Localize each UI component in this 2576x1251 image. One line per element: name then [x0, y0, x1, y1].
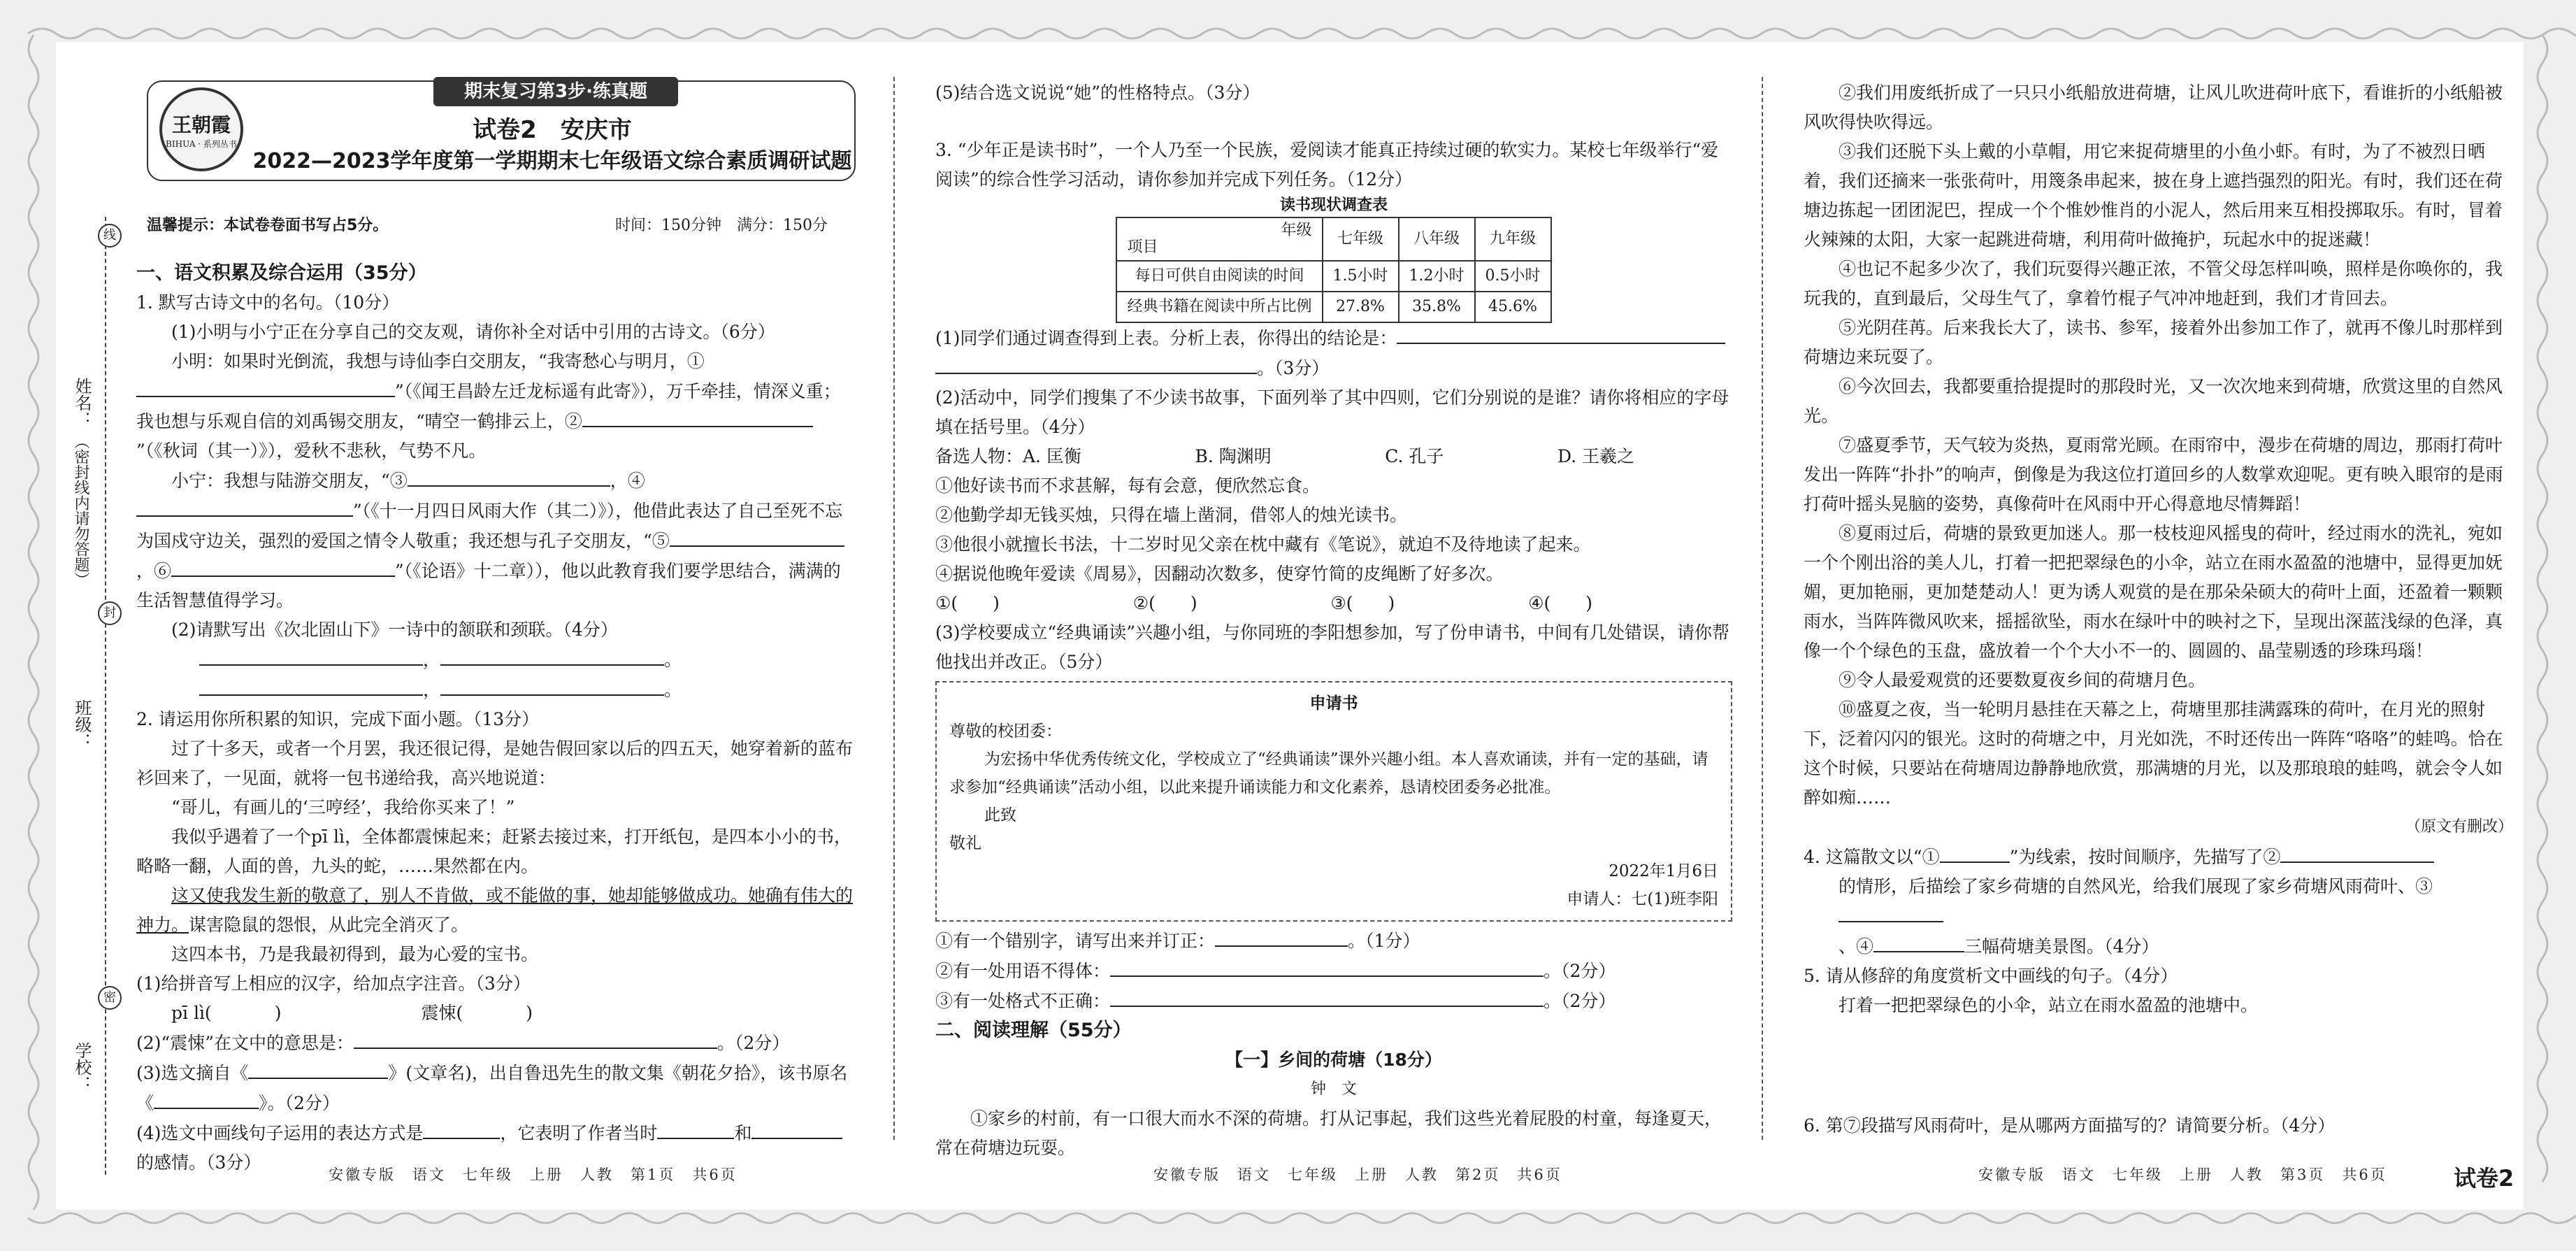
score-text: 三幅荷塘美景图。（4分） [1964, 936, 2159, 957]
letter-greeting: 尊敬的校团委： [949, 722, 1062, 741]
page-3-column [1804, 78, 2513, 1141]
passage-paragraph: 这四本书，乃是我最初得到，最为心爱的宝书。 [171, 944, 539, 964]
answer-blank[interactable] [935, 353, 1257, 374]
class-label: 班级： [72, 699, 92, 750]
story-item: ①他好读书而不求甚解，每有会意，便欣然忘食。 [935, 476, 1321, 496]
table-row [1116, 261, 1550, 292]
option-b: B. 陶渊明 [1195, 446, 1272, 466]
exam-title: 2022—2023学年度第一学期期末七年级语文综合素质调研试题 [252, 149, 852, 173]
answer-blank[interactable] [199, 675, 423, 696]
passage-paragraph: ⑩盛夏之夜，当一轮明月悬挂在天幕之上，荷塘里那挂满露珠的荷叶，在月光的照射下，泛着闪闪的银光。这时的荷塘之中，月光如洗，不时还传出一阵阵“咯咯”的蛙鸣。恰在这个时候，只要站在荷塘周边静静地欣赏，那满塘的月光，以及那琅琅的蛙鸣，就会令人如醉如痴…… [1804, 699, 2503, 808]
question-1: 1. 默写古诗文中的名句。（10分） [136, 292, 400, 313]
seal-line [105, 217, 106, 1175]
question-2: 2. 请运用你所积累的知识，完成下面小题。（13分） [136, 709, 540, 729]
passage-paragraph: ④也记不起多少次了，我们玩耍得兴趣正浓，不管父母怎样叫唤，照样是你唤你的，我玩我的，直到最后，父母生气了，拿着竹棍子气冲冲地赶到，我们才肯回去。 [1804, 259, 2503, 308]
underlined-sentence: 这又使我发生新的敬意了，别人不肯做，或不能做的事，她却能够做成功。她确有伟大的神力。 [136, 885, 854, 935]
question-2-5: (5)结合选文说说“她”的性格特点。（3分） [935, 83, 1260, 103]
application-letter [935, 681, 1732, 922]
dialogue-text: ”（《闻王昌龄左迁龙标遥有此寄》），万千牵挂，情深义重；我也想与乐观自信的刘禹锡交朋友，“晴空一鹤排云上，② [136, 381, 841, 431]
score-text: 。（2分） [1544, 991, 1616, 1011]
passage-text: 谋害隐鼠的怨恨，从此完全消灭了。 [189, 915, 469, 935]
question-3-3-c: ③有一处格式不正确： [935, 991, 1111, 1011]
passage-paragraph: ⑥今次回去，我都要重拾提提时的那段时光，又一次次地来到荷塘，欣赏这里的自然风光。 [1804, 376, 2503, 426]
letter-title: 申请书 [1309, 694, 1358, 713]
seal-mark-secret: 密 [98, 986, 122, 1010]
logo-text: 王朝霞 [171, 113, 231, 136]
question-text: 的情形，后描绘了家乡荷塘的自然风光，给我们展现了家乡荷塘风雨荷叶、③ [1839, 876, 2433, 896]
answer-bracket[interactable]: ③( ) [1330, 593, 1395, 613]
answer-blank[interactable] [2280, 842, 2434, 863]
answer-blank[interactable] [154, 1088, 259, 1109]
answer-blank[interactable] [1110, 956, 1544, 977]
column-header: 八年级 [1399, 217, 1475, 261]
table-row [1116, 292, 1550, 322]
question-text: ，它表明了作者当时 [500, 1123, 658, 1143]
question-3: 3. “少年正是读书时”，一个人乃至一个民族，爱阅读才能真正持续过硬的软实力。某校七年级举行“爱阅读”的综合性学习活动，请你参加并完成下列任务。（12分） [935, 140, 1719, 190]
answer-blank[interactable] [136, 496, 353, 517]
story-item: ②他勤学却无钱买烛，只得在墙上凿洞，借邻人的烛光读书。 [935, 505, 1408, 525]
dialogue-text: ”（《秋词（其一）》），爱秋不悲秋，气势不凡。 [136, 441, 487, 461]
passage-paragraph: ⑨令人最爱观赏的还要数夏夜乡间的荷塘月色。 [1839, 670, 2206, 690]
option-a: 备选人物：A. 匡衡 [935, 446, 1081, 466]
answer-blank[interactable] [423, 1118, 500, 1139]
table-cell: 27.8% [1323, 292, 1399, 322]
passage-paragraph: 过了十多天，或者一个月罢，我还很记得，是她告假回家以后的四五天，她穿着新的蓝布衫回来了，一见面，就将一包书递给我，高兴地说道： [136, 738, 854, 788]
answer-blank[interactable] [332, 556, 395, 577]
dialogue-text: ，⑥ [136, 561, 172, 581]
story-item: ④据说他晚年爱读《周易》，因翻动次数多，使穿竹简的皮绳断了好多次。 [935, 564, 1504, 584]
question-1-1: (1)小明与小宁正在分享自己的交友观，请你补全对话中引用的古诗文。（6分） [171, 322, 775, 342]
answer-blank[interactable] [408, 466, 610, 487]
question-text: 和 [734, 1123, 752, 1143]
paper-number: 试卷2 [2454, 1165, 2514, 1192]
question-3-2: (2)活动中，同学们搜集了不少读书故事，下面列举了其中四则，它们分别说的是谁？请你将相应的字母填在括号里。（4分） [935, 387, 1729, 437]
answer-blank[interactable] [171, 556, 332, 577]
time-score: 时间：150分钟 满分：150分 [615, 217, 828, 234]
question-4: 4. 这篇散文以“① [1804, 847, 1940, 867]
question-6: 6. 第⑦段描写风雨荷叶，是从哪两方面描写的？请简要分析。（4分） [1804, 1115, 2336, 1136]
pinyin-prompt: pī lì( [171, 1003, 212, 1023]
question-5: 5. 请从修辞的角度赏析文中画线的句子。（4分） [1804, 966, 2178, 986]
question-3-3-a: ①有一个错别字，请写出来并订正： [935, 931, 1216, 951]
page-1-column: 一、语文积累及综合运用（35分） 1. 默写古诗文中的名句。（10分） (1)小明与小宁正在分享自己的交友观，请你补全对话中引用的古诗文。（6分） 小明：如果时光倒流，我想与诗仙李白交朋友，“我寄愁心与明月，①”（《闻王昌龄左迁龙标遥有此寄》），万千牵挂，情深义重；我也想与乐观自信的刘禹锡交朋友，“晴空一鹤排云上，②”（《秋词（其一）》），爱秋不悲秋，气势不凡。 小宁：我想与陆游交朋友，“③ ，④”（《十一月四日风雨大作（其二）》），他借此表达了自己至死不忘为国戍守边关，强烈的爱国之情令人敬重；我还想与孔子交朋友，“⑤，⑥ ”（《论语》十二章）），他以此教育我们要学思结合，满满的生活智慧值得学习。 (2)请默写出《次北固山下》一诗中的颔联和颈联。（4分） ， 。 ， 。 2. 请运用你所积累的知识，完成下面小题。（13分） 过了十多天，或者一个月罢，我还很记得，是她告假回家以后的四五天，她穿着新的蓝布衫回来了，一见面，就将一包书递给我，高兴地说道： “哥儿，有画儿的‘三哼经’，我给你买来了！” 我似乎遇着了一个pī lì，全体都震悚起来；赶紧去接过来，打开纸包，是四本小小的书，略略一翻，人面的兽，九头的蛇，……果然都在内。 这又使我发生新的敬意了，别人不肯做，或不能做的事，她却能够做成功。她确有伟大的神力。谋害隐鼠的怨恨，从此完全消灭了。 这四本书，乃是我最初得到，最为心爱的宝书。 (1)给拼音写上相应的汉字，给加点字注音。（3分） pī lì( ) 震悚( ) (2)“震悚”在文中的意思是： 。（2分） (3)选文摘自《 》(文章名)，出自鲁迅先生的散文集《朝花夕拾》，该书原名《 》。（2分） (4)选文中画线句子运用的表达方式是 ，它表明了作者当时 和的感情。（3分） [136, 259, 856, 1178]
dialogue-text: ”（《论语》十二章）），他以此教育我们要学思结合，满满的生活智慧值得学习。 [136, 561, 841, 610]
question-3-3-b: ②有一处用语不得体： [935, 961, 1111, 981]
answer-blank[interactable] [1839, 901, 1943, 922]
column-header: 七年级 [1323, 217, 1399, 261]
column-divider [893, 77, 895, 1140]
answer-blank[interactable] [332, 376, 395, 397]
answer-blank[interactable] [670, 526, 844, 547]
score-text: 。（2分） [1544, 961, 1616, 981]
seal-mark-line: 线 [98, 224, 122, 248]
passage-paragraph: “哥儿，有画儿的‘三哼经’，我给你买来了！” [171, 797, 515, 817]
seal-mark-seal: 封 [98, 601, 122, 625]
column-header: 九年级 [1475, 217, 1551, 261]
answer-bracket[interactable]: ①( ) [935, 593, 1000, 613]
answer-blank[interactable] [440, 645, 664, 666]
answer-blank[interactable] [248, 1058, 388, 1079]
passage-paragraph: 我似乎遇着了一个pī lì，全体都震悚起来；赶紧去接过来，打开纸包，是四本小小的书，略略一翻，人面的兽，九头的蛇，……果然都在内。 [136, 827, 851, 876]
question-2-1: (1)给拼音写上相应的汉字，给加点字注音。（3分） [136, 973, 531, 994]
score-text: 。（2分） [717, 1033, 790, 1053]
logo-subtext: BIHUA · 系列丛书 [166, 138, 237, 149]
passage-paragraph: ⑦盛夏季节，天气较为炎热，夏雨常光顾。在雨帘中，漫步在荷塘的周边，那雨打荷叶发出一阵阵“扑扑”的响声，倒像是为我这位打道回乡的人数掌欢迎呢。更有映入眼帘的是雨打荷叶摇头晃脑的姿势，真像荷叶在风雨中开心得意地尽情舞蹈！ [1804, 435, 2503, 514]
question-text: ”为线索，按时间顺序，先描写了② [2009, 847, 2281, 867]
author: 钟 文 [1310, 1080, 1357, 1098]
answer-blank[interactable] [199, 645, 423, 666]
passage-paragraph: ⑧夏雨过后，荷塘的景致更加迷人。那一枝枝迎风摇曳的荷叶，经过雨水的洗礼，宛如一个个刚出浴的美人儿，打着一把把翠绿色的小伞，站立在雨水盈盈的池塘中，显得更加妩媚，更加艳丽，更加楚楚动人！更为诱人观赏的是在那朵朵硕大的荷叶上面，还盈着一颗颗雨水，当阵阵微风吹来，摇摇欲坠，雨水在绿叶中的映衬之下，呈现出深蓝浅绿的色泽，真像一个个绿色的玉盘，盛放着一个个大小不一的、圆圆的、晶莹剔透的珍珠玛瑙！ [1804, 523, 2503, 661]
answer-blank[interactable] [1397, 323, 1725, 344]
seal-notice: （密封线内请勿答题） [72, 434, 89, 587]
question-3-3: (3)学校要成立“经典诵读”兴趣小组，与你同班的李阳想参加，写了份申请书，中间有几处错误，请你帮他找出并改正。（5分） [935, 622, 1729, 672]
page-footer: 安徽专版 语文 七年级 上册 人教 第3页 共6页 [1978, 1166, 2387, 1183]
question-2-2: (2)“震悚”在文中的意思是： [136, 1033, 354, 1053]
answer-blank[interactable] [657, 1118, 734, 1139]
table-cell: 35.8% [1399, 292, 1475, 322]
question-text: 、④ [1839, 936, 1874, 957]
table-corner [1116, 217, 1322, 261]
corner-top: 年级 [1281, 222, 1312, 239]
story-item: ③他很小就擅长书法，十二岁时见父亲在枕中藏有《笔说》，就迫不及待地读了起来。 [935, 534, 1591, 555]
answer-blank[interactable] [1940, 842, 2010, 863]
question-2-3: (3)选文摘自《 [136, 1063, 249, 1083]
pinyin-prompt: 震悚( [421, 1003, 463, 1023]
answer-blank[interactable] [582, 406, 813, 427]
option-c: C. 孔子 [1385, 446, 1444, 466]
letter-body: 为宏扬中华优秀传统文化，学校成立了“经典诵读”课外兴趣小组。本人喜欢诵读，并有一定的基础，请求参加“经典诵读”活动小组，以此来提升诵读能力和文化素养，恳请校团委务必批准。 [949, 750, 1708, 796]
question-1-2: (2)请默写出《次北固山下》一诗中的颔联和颈联。（4分） [171, 620, 618, 640]
answer-blank[interactable] [1215, 926, 1348, 947]
passage-paragraph: ③我们还脱下头上戴的小草帽，用它来捉荷塘里的小鱼小虾。有时，为了不被烈日晒着，我们还摘来一张张荷叶，用篾条串起来，披在身上遮挡强烈的阳光。有时，我们还在荷塘边拣起一团团泥巴，捏成一个个惟妙惟肖的小泥人，然后用来互相投掷取乐。有时，冒着火辣辣的太阳，大家一起跳进荷塘，利用荷叶做掩护，玩起水中的捉迷藏！ [1804, 141, 2503, 250]
table-title: 读书现状调查表 [1279, 196, 1388, 214]
answer-bracket[interactable]: ④( ) [1528, 593, 1592, 613]
tip-text: 温馨提示：本试卷卷面书写占5分。 [147, 217, 389, 234]
answer-blank[interactable] [136, 376, 332, 397]
score-text: 》。（2分） [259, 1093, 340, 1113]
quoted-sentence: 打着一把把翠绿色的小伞，站立在雨水盈盈的池塘中。 [1839, 995, 2259, 1015]
source-note: （原文有删改） [2405, 818, 2513, 836]
answer-blank[interactable] [751, 1118, 842, 1139]
school-label: 学校： [72, 1042, 92, 1092]
section-heading: 二、阅读理解（55分） [935, 1020, 1132, 1041]
table-cell: 1.2小时 [1399, 261, 1475, 292]
publisher-logo [159, 87, 243, 171]
section-heading: 一、语文积累及综合运用（35分） [136, 262, 427, 284]
table-cell: 1.5小时 [1323, 261, 1399, 292]
column-divider [1762, 77, 1763, 1140]
page-footer: 安徽专版 语文 七年级 上册 人教 第2页 共6页 [1153, 1166, 1562, 1183]
dialogue-text: 小明：如果时光倒流，我想与诗仙李白交朋友，“我寄愁心与明月，① [171, 351, 705, 371]
answer-blank[interactable] [212, 999, 275, 1019]
passage-paragraph: ①家乡的村前，有一口很大而水不深的荷塘。打从记事起，我们这些光着屁股的村童，每逢夏天，常在荷塘边玩耍。 [935, 1108, 1722, 1158]
dialogue-text: 小宁：我想与陆游交朋友，“③ [171, 471, 408, 491]
question-2-4: (4)选文中画线句子运用的表达方式是 [136, 1123, 424, 1143]
passage-paragraph: ⑤光阴荏苒。后来我长大了，读书、参军，接着外出参加工作了，就再不像儿时那样到荷塘边来玩耍了。 [1804, 317, 2503, 367]
option-d: D. 王羲之 [1557, 446, 1634, 466]
score-text: 。（3分） [1257, 358, 1330, 378]
page-footer: 安徽专版 语文 七年级 上册 人教 第1页 共6页 [329, 1166, 737, 1183]
letter-signature: 申请人：七(1)班李阳 [1567, 890, 1718, 908]
score-text: 。（1分） [1348, 931, 1420, 951]
reading-title: 【一】乡间的荷塘（18分） [1225, 1050, 1442, 1070]
paper-title: 试卷2 安庆市 [473, 116, 632, 144]
row-label: 每日可供自由阅读的时间 [1116, 261, 1322, 292]
score-text: 的感情。（3分） [136, 1152, 261, 1173]
review-badge: 期末复习第3步·练真题 [433, 77, 678, 106]
answer-bracket[interactable]: ②( ) [1132, 593, 1197, 613]
dialogue-text: ，④ [610, 471, 645, 491]
answer-blank[interactable] [1873, 931, 1964, 952]
name-label: 姓名： [72, 378, 92, 428]
answer-blank[interactable] [440, 675, 664, 696]
row-label: 经典书籍在阅读中所占比例 [1116, 292, 1322, 322]
letter-salute: 敬礼 [949, 834, 981, 852]
dialogue-text: ”（《十一月四日风雨大作（其二）》），他借此表达了自己至死不忘为国戍守边关，强烈的爱国之情令人敬重；我还想与孔子交朋友，“⑤ [136, 501, 843, 551]
page-2-column [935, 78, 1732, 1163]
answer-blank[interactable] [1110, 986, 1544, 1007]
question-text: 》(文章名)，出自鲁迅先生的散文集《朝花夕拾》，该书原名《 [136, 1063, 848, 1113]
table-cell: 0.5小时 [1475, 261, 1551, 292]
letter-closing: 此致 [984, 806, 1016, 824]
question-3-1: (1)同学们通过调查得到上表。分析上表，你得出的结论是： [935, 328, 1397, 348]
answer-blank[interactable] [463, 999, 526, 1019]
table-cell: 45.6% [1475, 292, 1551, 322]
reading-survey-table [1116, 217, 1551, 323]
corner-bottom: 项目 [1127, 238, 1158, 256]
answer-blank[interactable] [354, 1028, 717, 1049]
passage-paragraph: ②我们用废纸折成了一只只小纸船放进荷塘，让风儿吹进荷叶底下，看谁折的小纸船被风吹得快吹得远。 [1804, 83, 2503, 132]
letter-date: 2022年1月6日 [1609, 862, 1718, 880]
